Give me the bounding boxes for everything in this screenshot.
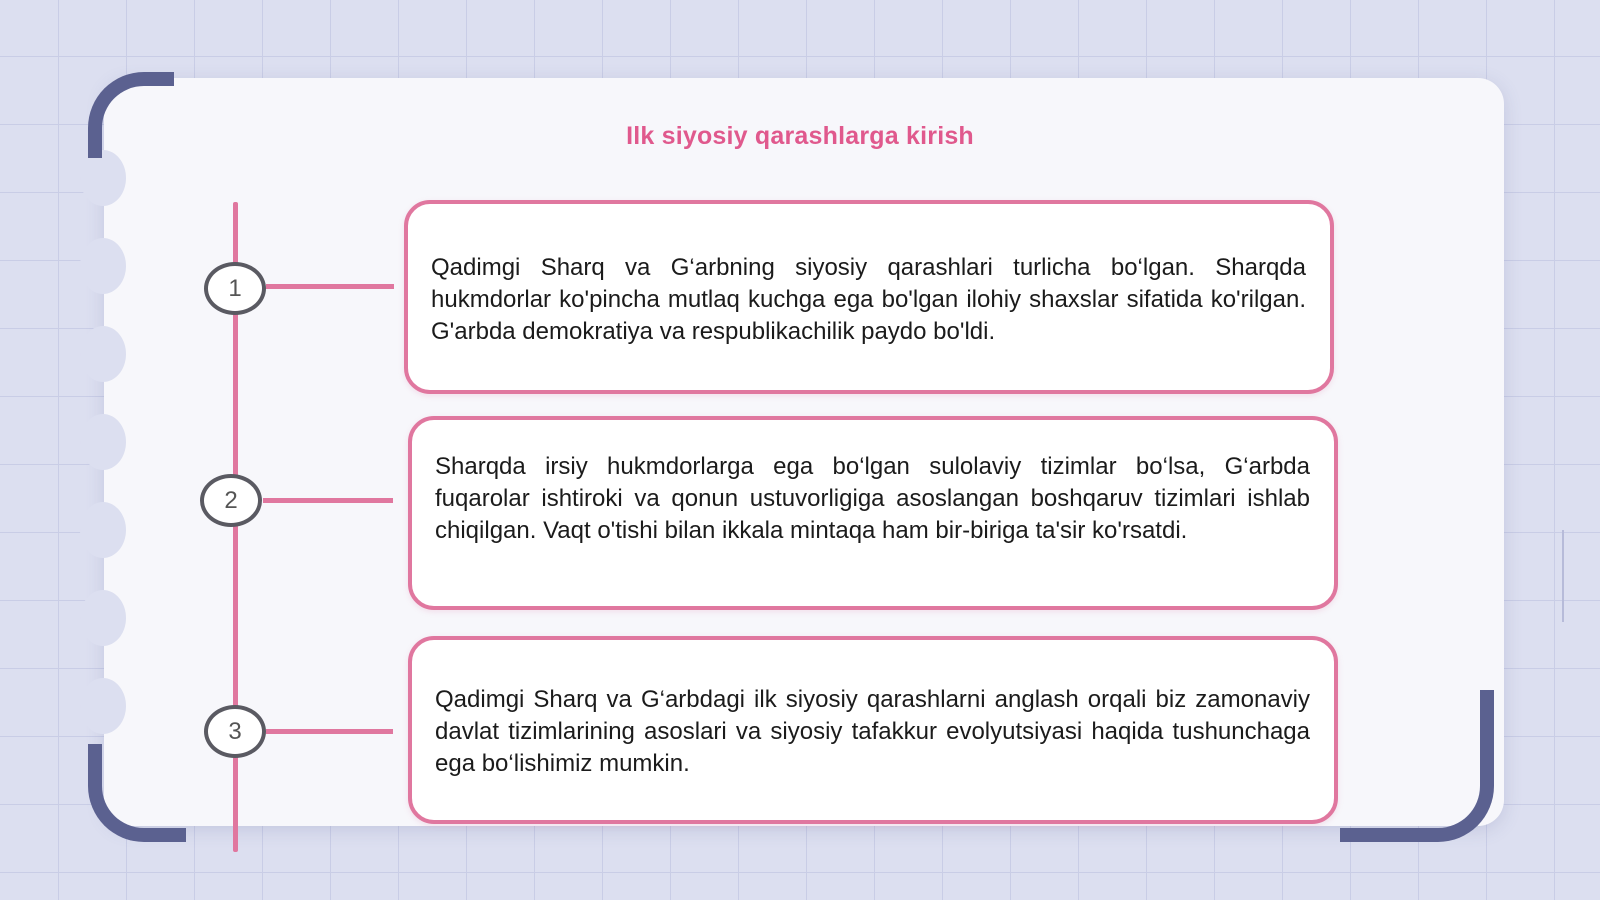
timeline-connector	[266, 729, 393, 734]
page-notch	[80, 590, 126, 646]
timeline-connector	[263, 498, 393, 503]
page-notch	[80, 326, 126, 382]
step-number: 3	[228, 717, 242, 745]
page-notch	[80, 678, 126, 734]
timeline-connector	[266, 284, 394, 289]
step-number-badge	[204, 262, 266, 315]
step-number: 2	[224, 486, 238, 514]
step-number: 1	[228, 274, 242, 302]
page-notch	[80, 502, 126, 558]
page-notch	[80, 238, 126, 294]
step-card-text: Qadimgi Sharq va G‘arbdagi ilk siyosiy qarashlarni anglash orqali biz zamonaviy davlat tizimlarining asoslari va siyosiy tafakkur evolyutsiyasi haqida tushunchaga ega bo‘lishimiz mumkin.	[435, 686, 1310, 777]
step-number-badge	[200, 474, 262, 527]
page-notch	[80, 414, 126, 470]
step-card-text: Qadimgi Sharq va G‘arbning siyosiy qarashlari turlicha bo‘lgan. Sharqda hukmdorlar ko'pincha mutlaq kuchga ega bo'lgan ilohiy shaxslar sifatida ko'rilgan. G'arbda demokratiya va respublikachilik paydo bo'ldi.	[431, 254, 1306, 345]
corner-bracket-top-left	[88, 72, 174, 158]
corner-bracket-bottom-left	[88, 744, 186, 842]
slide-title: Ilk siyosiy qarashlarga kirish	[626, 122, 974, 150]
page-notch	[80, 150, 126, 206]
corner-bracket-bottom-right	[1340, 690, 1494, 842]
step-card-text: Sharqda irsiy hukmdorlarga ega bo‘lgan sulolaviy tizimlar bo‘lsa, G‘arbda fuqarolar ishtiroki va qonun ustuvorligiga asoslangan boshqaruv tizimlari ishlab chiqilgan. Vaqt o'tishi bilan ikkala mintaqa ham bir-biriga ta'sir ko'rsatdi.	[435, 453, 1310, 544]
step-number-badge	[204, 705, 266, 758]
grid-mark	[1562, 530, 1564, 622]
